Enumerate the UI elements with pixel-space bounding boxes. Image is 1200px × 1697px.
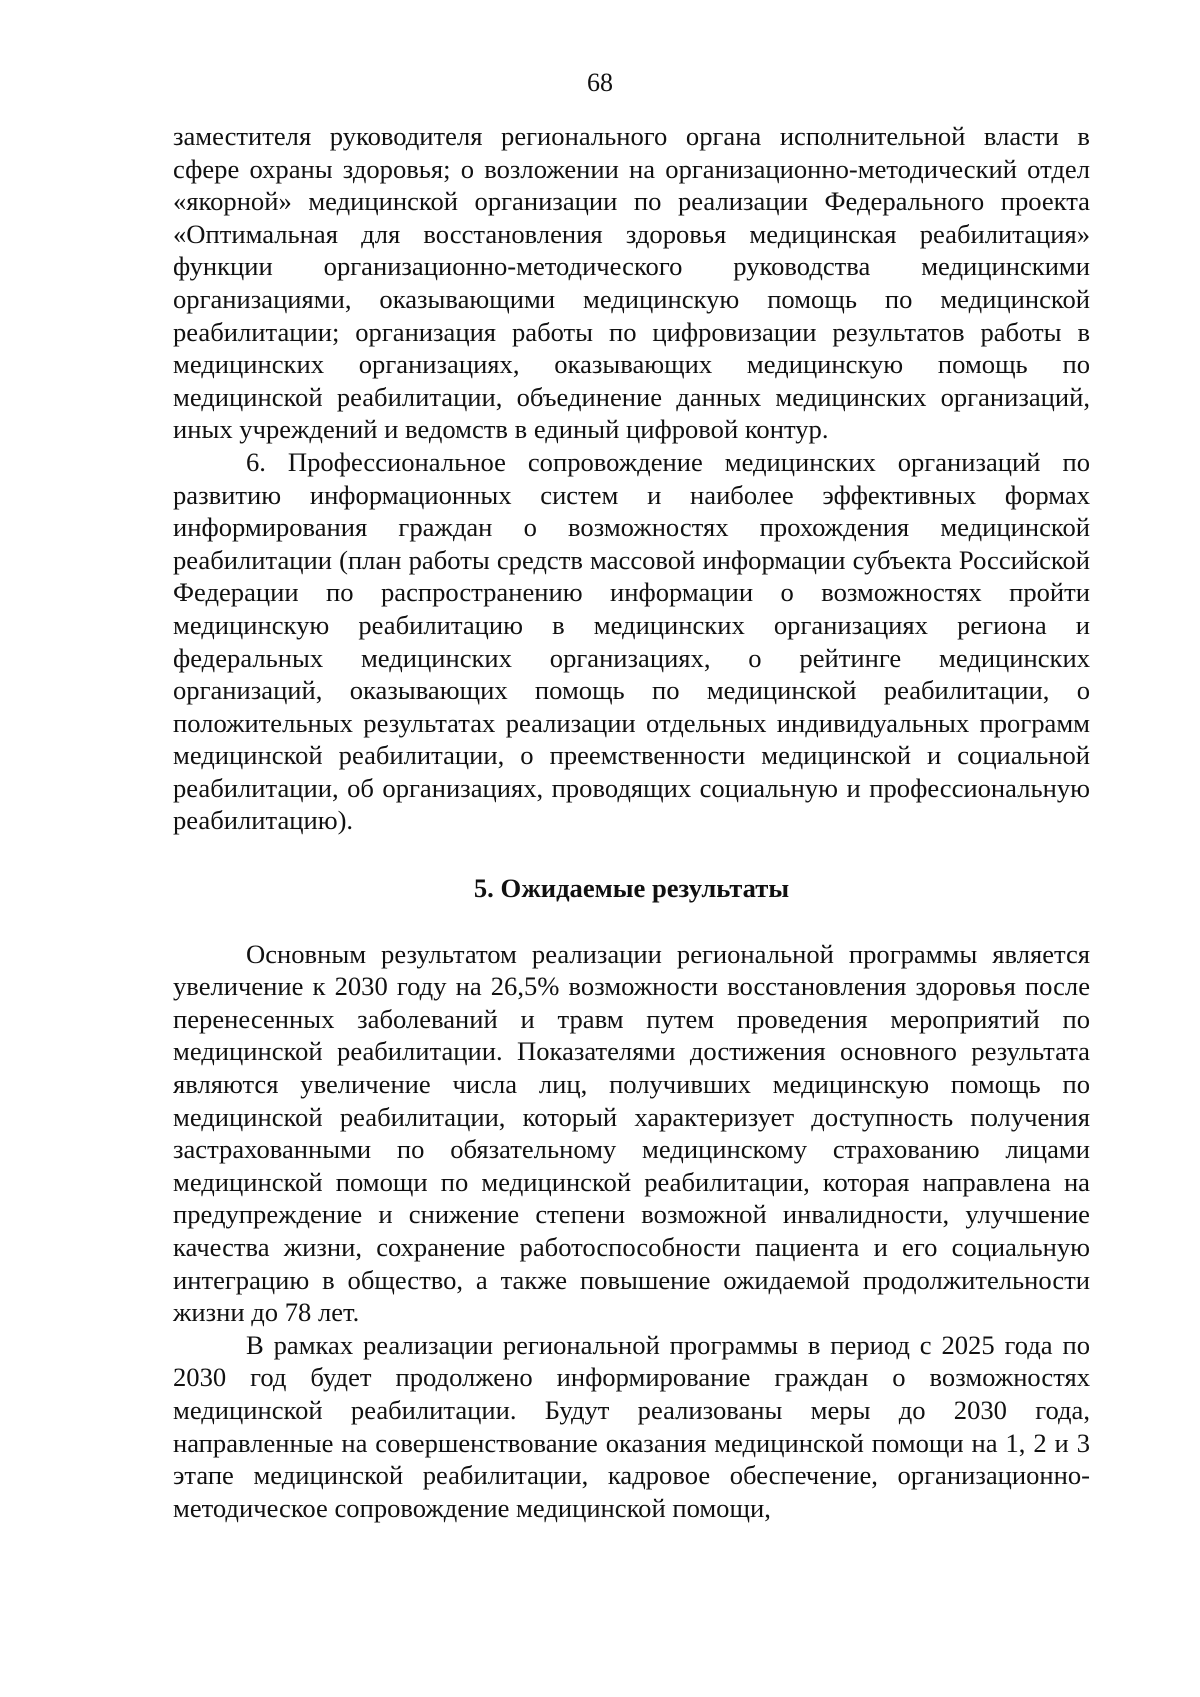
page-number: 68 bbox=[587, 68, 613, 97]
expected-results-paragraph-2: В рамках реализации региональной программы в период с 2025 года по 2030 год будет продолжено информирование граждан о возможностях медицинской реабилитации. Будут реализованы меры до 2030 года, направленные на совершенствование оказания медицинской помощи на 1, 2 и 3 этапе медицинской реабилитации, кадровое обеспечение, организационно-методическое сопровождение медицинской помощи, bbox=[173, 1329, 1090, 1523]
section-heading-expected-results: 5. Ожидаемые результаты bbox=[473, 873, 790, 904]
item-6-paragraph: 6. Профессиональное сопровождение медицинских организаций по развитию информационных систем и наиболее эффективных формах информирования граждан о возможностях прохождения медицинской реабилитации (план работы средств массовой информации субъекта Российской Федерации по распространению информации о возможностях пройти медицинскую реабилитацию в медицинских организациях региона и федеральных медицинских организациях, о рейтинге медицинских организаций, оказывающих помощь по медицинской реабилитации, о положительных результатах реализации отдельных индивидуальных программ медицинской реабилитации, о преемственности медицинской и социальной реабилитации, об организациях, проводящих социальную и профессиональную реабилитацию). bbox=[173, 446, 1090, 836]
expected-results-paragraph-1: Основным результатом реализации региональной программы является увеличение к 2030 году на 26,5% возможности восстановления здоровья после перенесенных заболеваний и травм путем проведения мероприятий по медицинской реабилитации. Показателями достижения основного результата являются увеличение числа лиц, получивших медицинскую помощь по медицинской реабилитации, который характеризует доступность получения застрахованными по обязательному медицинскому страхованию лицами медицинской помощи по медицинской реабилитации, которая направлена на предупреждение и снижение степени возможной инвалидности, улучшение качества жизни, сохранение работоспособности пациента и его социальную интеграцию в общество, а также повышение ожидаемой продолжительности жизни до 78 лет. bbox=[173, 938, 1090, 1328]
continuation-paragraph: заместителя руководителя регионального органа исполнительной власти в сфере охраны здоровья; о возложении на организационно-методический отдел «якорной» медицинской организации по реализации Федерального проекта «Оптимальная для восстановления здоровья медицинская реабилитация» функции организационно-методического руководства медицинскими организациями, оказывающими медицинскую помощь по медицинской реабилитации; организация работы по цифровизации результатов работы в медицинских организациях, оказывающих медицинскую помощь по медицинской реабилитации, объединение данных медицинских организаций, иных учреждений и ведомств в единый цифровой контур. bbox=[173, 121, 1090, 445]
page-content bbox=[173, 120, 1090, 1524]
